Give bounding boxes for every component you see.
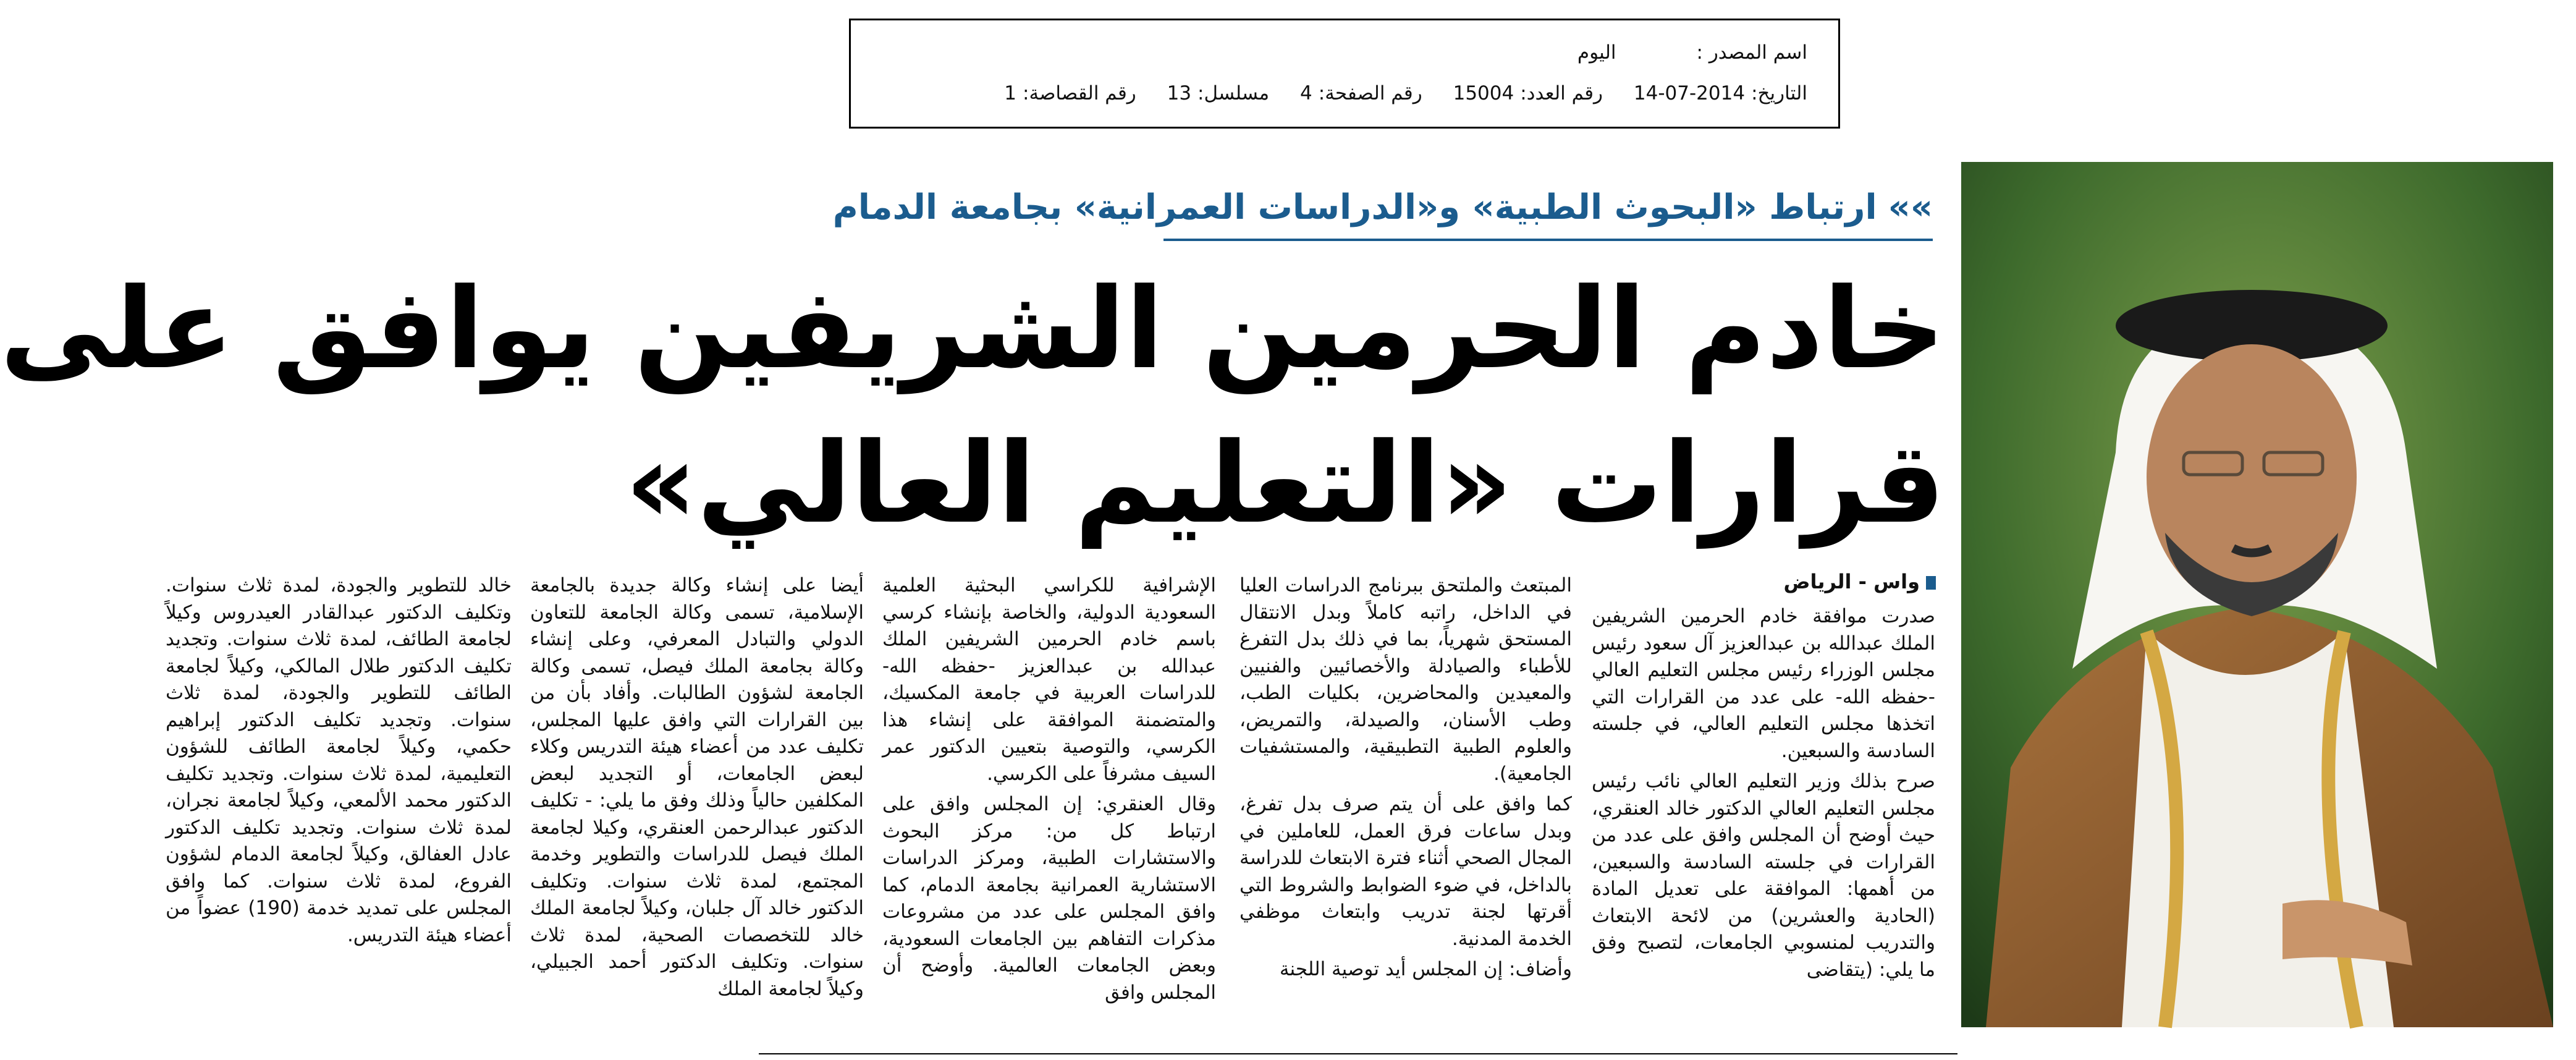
paragraph: الإشرافية للكراسي البحثية العلمية السعودية الدولية، والخاصة بإنشاء كرسي باسم خادم الحرمين الشريفين الملك عبدالله بن عبدالعزيز -حفظه الله- للدراسات العربية في جامعة المكسيك، والمتضمنة الموافقة على إنشاء هذا الكرسي، والتوصية بتعيين الدكتور عمر السيف مشرفاً على الكرسي. xyxy=(882,574,1216,785)
headline-line-2: قرارات «التعليم العالي» xyxy=(625,419,1945,548)
paragraph: صدرت موافقة خادم الحرمين الشريفين الملك عبدالله بن عبدالعزيز آل سعود رئيس مجلس الوزراء رئيس مجلس التعليم العالي -حفظه الله- على عدد من القرارات التي اتخذها مجلس التعليم العالي، في جلسته السادسة والسبعين. xyxy=(1592,605,1935,762)
kicker-arrows: »» xyxy=(1888,187,1933,227)
byline-text: واس - الرياض xyxy=(1783,570,1920,593)
date-label: التاريخ: xyxy=(1751,82,1807,104)
article-column-1 xyxy=(1592,603,1935,1030)
paragraph: كما وافق على أن يتم صرف بدل تفرغ، وبدل ساعات فرق العمل، للعاملين في المجال الصحي أثناء فترة الابتعاث للدراسة بالداخل، في ضوء الضوابط والشروط التي أقرتها لجنة تدريب وابتعاث موظفي الخدمة المدنية. xyxy=(1239,793,1572,950)
issue-details-row xyxy=(979,82,1807,104)
issue-label: رقم العدد: xyxy=(1520,82,1603,104)
clip-label: رقم القصاصة: xyxy=(1023,82,1136,104)
paragraph: وأضاف: إن المجلس أيد توصية اللجنة xyxy=(1279,958,1572,980)
page-label: رقم الصفحة: xyxy=(1318,82,1422,104)
source-label: اسم المصدر : xyxy=(1696,41,1807,64)
byline xyxy=(1783,570,1936,601)
paragraph: المبتعث والملتحق ببرنامج الدراسات العليا في الداخل، راتبه كاملاً وبدل الانتقال المستحق شهرياً، بما في ذلك بدل التفرغ للأطباء والصيادلة والأخصائيين والفنيين والمعيدين والمحاضرين، بكليات الطب، وطب الأسنان، والصيدلة، والتمريض، والعلوم الطبية التطبيقية، والمستشفيات الجامعية). xyxy=(1239,574,1572,785)
paragraph: صرح بذلك وزير التعليم العالي نائب رئيس مجلس التعليم العالي الدكتور خالد العنقري، حيث أوضح أن المجلس وافق على عدد من القرارات في جلسته السادسة والسبعين، من أهمها: الموافقة على تعديل المادة (الحادية والعشرين) من لائحة الابتعاث والتدريب لمنسوبي الجامعات، لتصبح وفق ما يلي: (يتقاضى xyxy=(1592,770,1935,981)
article-headline xyxy=(0,258,1945,567)
source-value: اليوم xyxy=(1577,41,1616,64)
serial-value: 13 xyxy=(1167,82,1192,104)
paragraph: أيضا على إنشاء وكالة جديدة بالجامعة الإسلامية، تسمى وكالة الجامعة للتعاون الدولي والتبادل المعرفي، وعلى إنشاء وكالة بجامعة الملك فيصل، تسمى وكالة الجامعة لشؤون الطالبات. وأفاد بأن من بين القرارات التي وافق عليها المجلس، تكليف عدد من أعضاء هيئة التدريس وكلاء لبعض الجامعات، أو التجديد لبعض المكلفين حالياً وذلك وفق ما يلي: - تكليف الدكتور عبدالرحمن العنقري، وكيلا لجامعة الملك فيصل للدراسات والتطوير وخدمة المجتمع، لمدة ثلاث سنوات. وتكليف الدكتور خالد آل جلبان، وكيلاً لجامعة الملك خالد للتخصصات الصحية، لمدة ثلاث سنوات. وتكليف الدكتور أحمد الجبيلي، وكيلاً لجامعة الملك xyxy=(530,574,864,1000)
article-column-3 xyxy=(882,572,1216,1030)
source-row xyxy=(1553,41,1807,64)
issue-value: 15004 xyxy=(1453,82,1514,104)
paragraph: خالد للتطوير والجودة، لمدة ثلاث سنوات. وتكليف الدكتور عبدالقادر العيدروس وكيلاً لجامعة الطائف، لمدة ثلاث سنوات. وتجديد تكليف الدكتور طلال المالكي، وكيلاً لجامعة الطائف للتطوير والجودة، لمدة ثلاث سنوات. وتجديد تكليف الدكتور إبراهيم حكمي، وكيلاً لجامعة الطائف للشؤون التعليمية، لمدة ثلاث سنوات. وتجديد تكليف الدكتور محمد الألمعي، وكيلاً لجامعة نجران، لمدة ثلاث سنوات. وتجديد تكليف الدكتور عادل العفالق، وكيلاً لجامعة الدمام لشؤون الفروع، لمدة ثلاث سنوات. كما وافق المجلس على تمديد خدمة (190) عضواً من أعضاء هيئة التدريس. xyxy=(166,574,512,946)
portrait-illustration xyxy=(1961,162,2553,1027)
page-value: 4 xyxy=(1300,82,1312,104)
article-column-5 xyxy=(166,572,512,1030)
paragraph: وقال العنقري: إن المجلس وافق على ارتباط كل من: مركز البحوث والاستشارات الطبية، ومركز الدراسات الاستشارية العمرانية بجامعة الدمام، كما وافق المجلس على عدد من مشروعات مذكرات التفاهم بين الجامعات السعودية، وبعض الجامعات العالمية. وأوضح أن المجلس وافق xyxy=(882,793,1216,1004)
byline-marker-icon xyxy=(1926,576,1936,590)
bottom-divider xyxy=(759,1053,1957,1054)
kicker-text: ارتباط «البحوث الطبية» و«الدراسات العمرانية» بجامعة الدمام xyxy=(832,187,1877,227)
date-value: 2014-07-14 xyxy=(1633,82,1746,104)
headline-line-1: خادم الحرمين الشريفين يوافق على xyxy=(0,265,1945,394)
article-column-4 xyxy=(530,572,864,1030)
clip-value: 1 xyxy=(1004,82,1016,104)
article-kicker xyxy=(832,183,1933,241)
source-info-box xyxy=(849,19,1840,129)
serial-label: مسلسل: xyxy=(1197,82,1270,104)
article-column-2 xyxy=(1239,572,1572,1030)
king-portrait-photo xyxy=(1961,162,2553,1027)
